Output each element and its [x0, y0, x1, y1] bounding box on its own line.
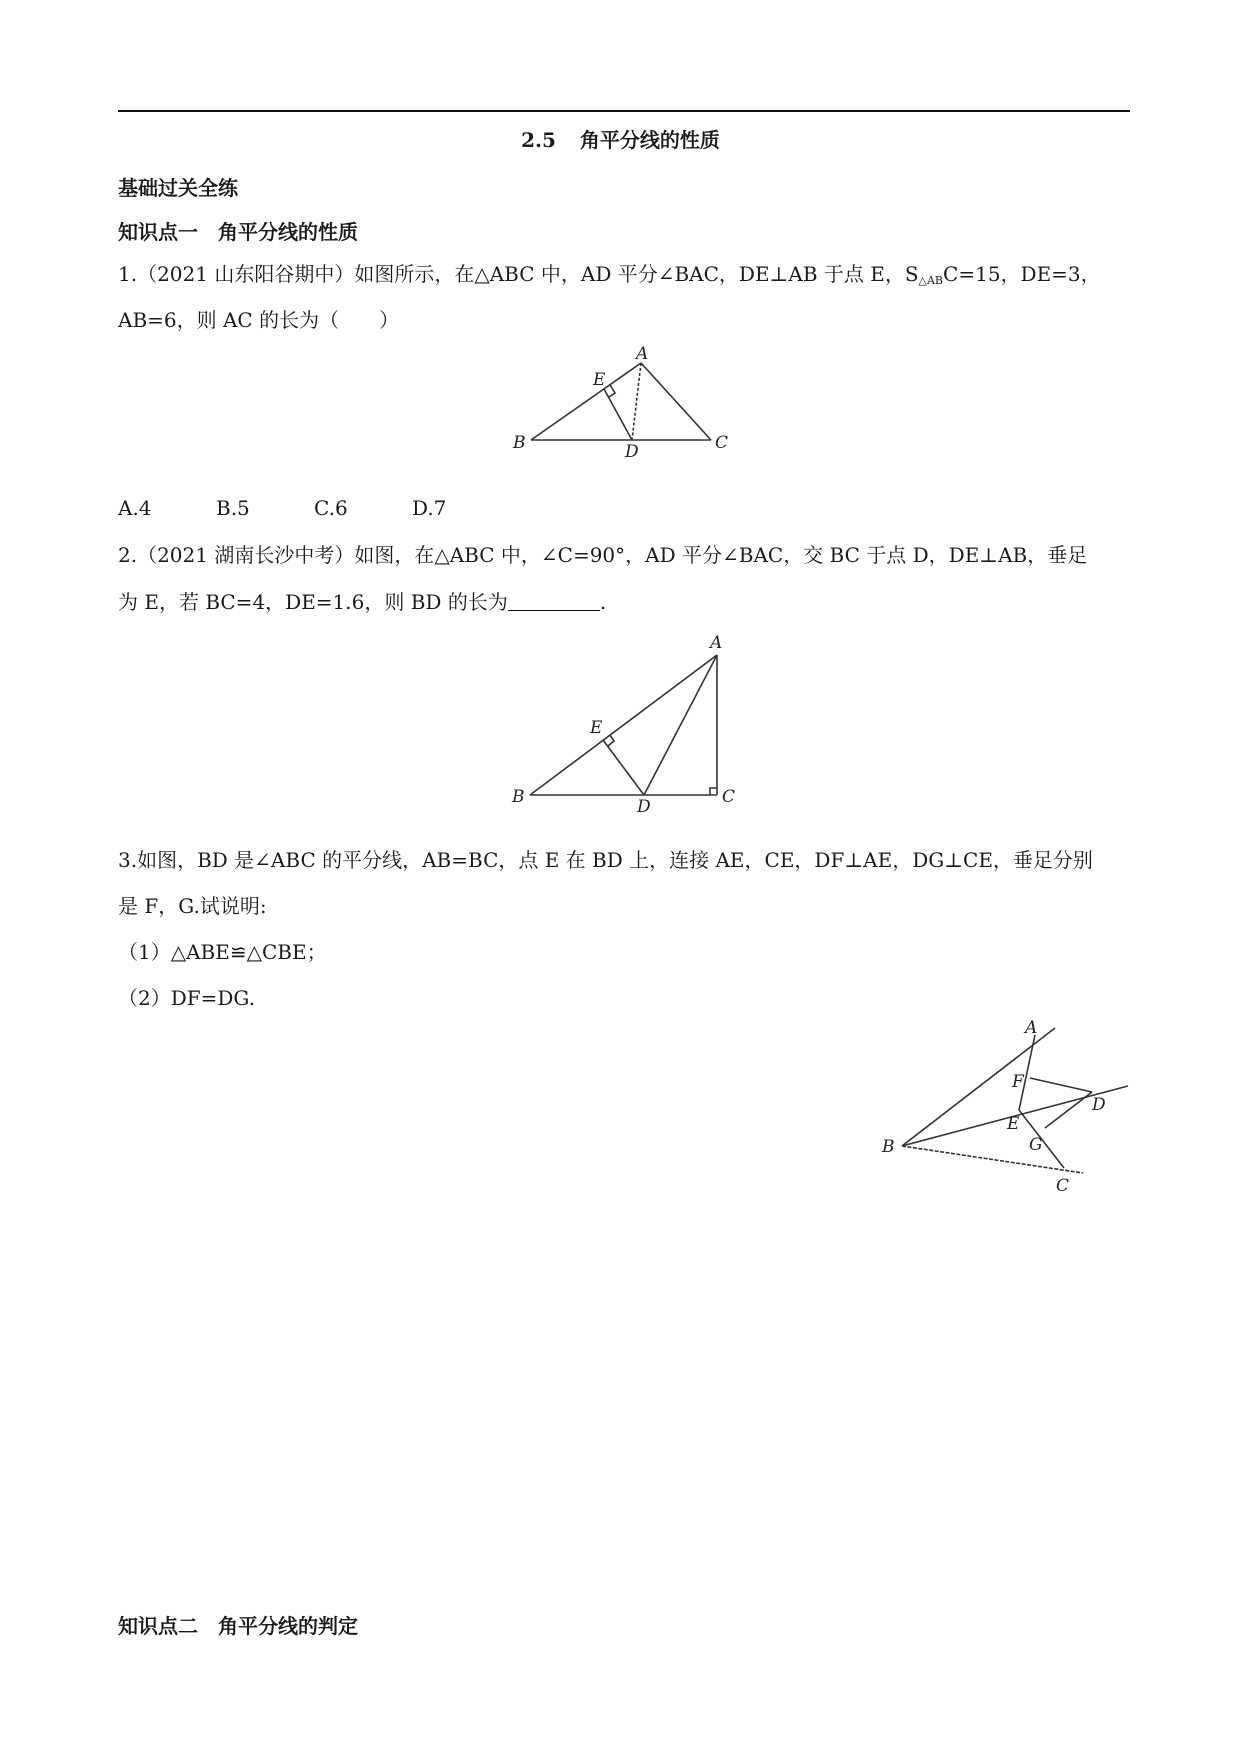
q2-line2-post: .	[599, 590, 607, 614]
q2-label-a: A	[710, 633, 723, 653]
q3-figure	[870, 1010, 1130, 1200]
q1-side-ab	[531, 363, 641, 440]
q1-figure	[505, 345, 735, 460]
q1-line1-subscript: △AB	[918, 274, 944, 287]
q3-label-f: F	[1012, 1072, 1024, 1092]
q1-side-ac	[641, 363, 711, 440]
q1-option-c[interactable]: C.6	[314, 496, 348, 520]
knowledge-point-2-heading: 知识点二 角平分线的判定	[118, 1614, 358, 1638]
q2-label-e: E	[590, 718, 603, 738]
q1-label-b: B	[513, 433, 526, 453]
q1-line1-pre: 1.（2021 山东阳谷期中）如图所示，在△ABC 中，AD 平分∠BAC，DE⊥AB 于点 E，S	[118, 262, 919, 286]
q1-options	[118, 496, 510, 520]
knowledge-point-1-heading: 知识点一 角平分线的性质	[118, 220, 358, 244]
section-heading-basic: 基础过关全练	[118, 176, 238, 200]
q2-answer-blank[interactable]	[508, 592, 600, 611]
q3-label-d: D	[1092, 1095, 1106, 1115]
q1-label-a: A	[636, 344, 649, 364]
q1-bisector-ad	[632, 363, 641, 440]
q2-perpendicular-de	[603, 740, 644, 795]
q2-right-angle-mark-c	[710, 788, 717, 795]
q1-perpendicular-de	[604, 389, 632, 440]
q3-ray-bc	[902, 1146, 1083, 1173]
q2-label-b: B	[512, 787, 525, 807]
q2-figure	[505, 630, 745, 815]
q1-option-a[interactable]: A.4	[118, 496, 152, 520]
q3-part-1: （1）△ABE≌△CBE；	[118, 940, 327, 964]
q3-label-a: A	[1025, 1018, 1038, 1038]
q3-label-e: E	[1007, 1114, 1020, 1134]
q1-right-angle-mark	[609, 385, 615, 397]
q2-bisector-ad	[644, 655, 717, 795]
section-number: 2.5	[521, 128, 556, 152]
q2-line2-pre: 为 E，若 BC=4，DE=1.6，则 BD 的长为	[118, 590, 508, 614]
q1-option-b[interactable]: B.5	[216, 496, 250, 520]
q3-text-line1: 3.如图，BD 是∠ABC 的平分线，AB=BC，点 E 在 BD 上，连接 AE，CE，DF⊥AE，DG⊥CE，垂足分别	[118, 848, 1093, 872]
q1-text-line1	[118, 262, 1101, 293]
q3-perpendicular-df	[1030, 1078, 1092, 1092]
q3-label-g: G	[1029, 1135, 1043, 1155]
page-title	[0, 124, 1241, 153]
q1-label-e: E	[593, 370, 606, 390]
q2-text-line1: 2.（2021 湖南长沙中考）如图，在△ABC 中，∠C=90°，AD 平分∠BAC，交 BC 于点 D，DE⊥AB，垂足	[118, 543, 1088, 567]
q1-line1-post: C=15，DE=3，	[943, 262, 1101, 286]
q3-text-line2: 是 F，G.试说明:	[118, 894, 267, 918]
q1-label-c: C	[715, 433, 729, 453]
q2-label-c: C	[722, 787, 736, 807]
q1-text-line2: AB=6，则 AC 的长为（ ）	[118, 308, 400, 332]
section-title: 角平分线的性质	[579, 128, 720, 152]
header-rule	[118, 110, 1130, 112]
q3-label-c: C	[1056, 1176, 1070, 1196]
q3-perpendicular-dg	[1045, 1092, 1092, 1128]
q2-label-d: D	[637, 797, 651, 817]
q2-text-line2	[118, 590, 606, 614]
q1-option-d[interactable]: D.7	[412, 496, 447, 520]
q2-side-ab	[530, 655, 717, 795]
q1-label-d: D	[625, 442, 639, 462]
q3-label-b: B	[882, 1137, 895, 1157]
q3-part-2: （2）DF=DG.	[118, 986, 256, 1010]
